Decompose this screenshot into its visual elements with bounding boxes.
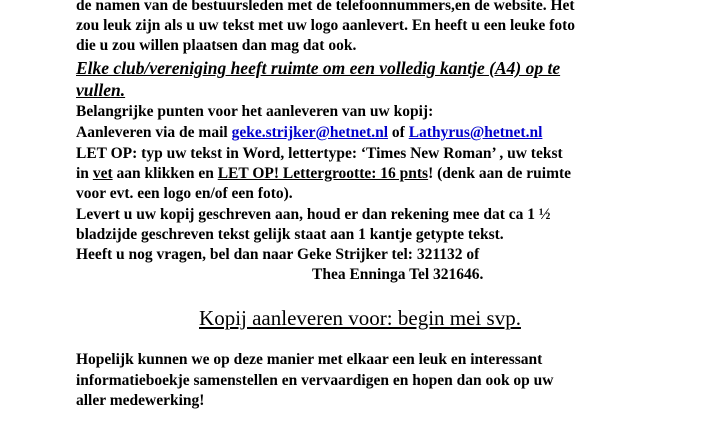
points-title: Belangrijke punten voor het aanleveren van uw kopij: xyxy=(76,103,434,120)
in-text: in xyxy=(76,165,93,182)
mail-of: of xyxy=(388,124,409,141)
mail-prefix: Aanleveren via de mail xyxy=(76,124,232,141)
closing-line-3: aller medewerking! xyxy=(76,392,205,409)
email-link-lathyrus[interactable]: Lathyrus@hetnet.nl xyxy=(408,124,543,141)
emphasis-line-2: vullen. xyxy=(76,80,126,100)
thea-contact-line: Thea Enninga Tel 321646. xyxy=(312,266,484,283)
questions-line: Heeft u nog vragen, bel dan naar Geke Strijker tel: 321132 of xyxy=(76,246,480,263)
email-link-geke[interactable]: geke.strijker@hetnet.nl xyxy=(231,124,389,141)
intro-line-2: zou leuk zijn als u uw tekst met uw logo aanlevert. En heeft u een leuke foto xyxy=(76,17,575,34)
written-line-1: Levert u uw kopij geschreven aan, houd er dan rekening mee dat ca 1 ½ xyxy=(76,206,551,223)
intro-line-1: de namen van de bestuursleden met de telefoonnummers,en de website. Het xyxy=(76,0,575,14)
word-instruction-line: LET OP: typ uw tekst in Word, lettertype: ‘Times New Roman’ , uw tekst xyxy=(76,145,563,162)
space-note: ! (denk aan de ruimte xyxy=(428,165,572,182)
vet-text: vet xyxy=(92,165,113,182)
logo-note-line: voor evt. een logo en/of een foto). xyxy=(76,185,293,202)
closing-line-1: Hopelijk kunnen we op deze manier met elkaar een leuk en interessant xyxy=(76,351,543,368)
written-line-2: bladzijde geschreven tekst gelijk staat aan 1 kantje getypte tekst. xyxy=(76,226,504,243)
emphasis-line-1: Elke club/vereniging heeft ruimte om een volledig kantje (A4) op te xyxy=(76,58,561,78)
intro-line-3: die u zou willen plaatsen dan mag dat ook. xyxy=(76,37,357,54)
mail-line xyxy=(76,123,542,143)
font-size-line xyxy=(76,164,571,184)
font-size-warning: LET OP! Lettergrootte: 16 pnts xyxy=(217,165,429,182)
click-text: aan klikken en xyxy=(112,165,218,182)
deadline-heading: Kopij aanleveren voor: begin mei svp. xyxy=(199,306,521,330)
closing-line-2: informatieboekje samenstellen en vervaardigen en hopen dan ook op uw xyxy=(76,372,554,389)
